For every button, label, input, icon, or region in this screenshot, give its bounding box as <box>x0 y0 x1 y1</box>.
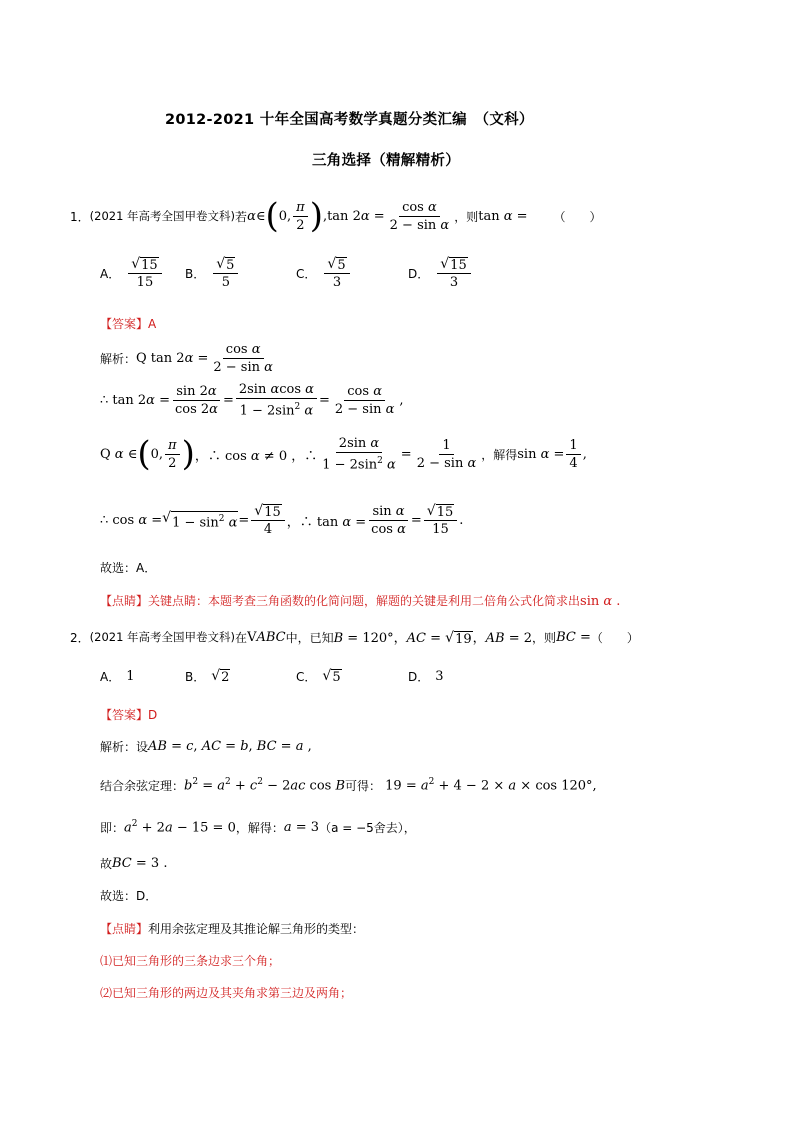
q1-jiede: ，解得 <box>481 447 518 462</box>
q2-option-d-value: 3 <box>435 669 444 684</box>
q1-therefore-1: ∴ tan 2α = <box>100 392 170 408</box>
q2-option-b-value: 2 <box>221 670 230 685</box>
q2-shequ: （a = −5舍去）， <box>319 820 416 835</box>
q1-answer <box>100 315 156 332</box>
q1-period: . <box>459 512 464 528</box>
q1-eq-3: = <box>400 446 412 462</box>
q1-lparen: ( <box>265 196 279 236</box>
page-title: 2012-2021 十年全国高考数学真题分类汇编 （文科） <box>165 112 534 128</box>
q1-analysis-label: 解析： <box>100 351 137 366</box>
q1-eq-2: = <box>318 392 330 408</box>
q1-interval-2: 0, <box>150 446 164 462</box>
q1-rparen-2: ) <box>181 434 195 474</box>
q2-guxuan: 故选：D． <box>100 889 158 903</box>
q1-option-a-den: 15 <box>136 275 154 290</box>
q1-alpha-in: α∈ <box>247 208 266 224</box>
q1-option-b[interactable] <box>185 256 240 291</box>
q2-quadratic: $a^2 + 2a - 15 = 0$ <box>124 818 236 836</box>
q1-frac-one: $\frac{1}{\text{2 − sin α}}$ <box>416 437 477 471</box>
q1-option-d-den: 3 <box>449 275 459 290</box>
q2-source: (2021 年高考全国甲卷文科) <box>89 630 236 644</box>
q2-option-d[interactable] <box>408 668 444 685</box>
q1-analysis-line-2 <box>100 380 404 420</box>
q2-option-b[interactable] <box>185 668 230 685</box>
q1-option-b-num: 5 <box>226 258 235 273</box>
q1-given-frac: $\frac{\text{cos α}}{\text{2 − sin α}}$ <box>389 199 450 233</box>
q1-dianjing-sina: sin α . <box>580 594 621 609</box>
q2-bc-result: BC = 3 . <box>112 855 168 871</box>
q2-stem-b: 中，已知 <box>285 630 334 645</box>
q1-option-d-label: D． <box>408 267 430 281</box>
q1-stem <box>70 196 602 236</box>
q2-option-c-value: 5 <box>332 670 341 685</box>
q1-option-c-frac: √ 5 3 <box>324 256 349 291</box>
q1-analysis-frac-1: $\frac{\text{cos α}}{\text{2 − sin α}}$ <box>213 341 273 375</box>
q2-option-d-label: D． <box>408 670 430 684</box>
q1-frac-result: √ 15 15 <box>424 503 457 538</box>
q1-source: (2021 年高考全国甲卷文科) <box>89 209 236 223</box>
q1-therefore-cos: ∴ cos α = <box>100 512 163 528</box>
q2-option-b-label: B． <box>185 670 206 684</box>
q2-given: B = 120°，AC = √ 19 ，AB = 2 <box>333 630 533 647</box>
q2-cos-rule-sub: $19 = a^2 + 4 - 2 \times a \times \cos 120^\circ$, <box>381 776 597 794</box>
q1-sina: sin α = <box>517 446 565 462</box>
q2-analysis-line-3 <box>100 817 416 837</box>
q2-set-vars: AB = c, AC = b, BC = a , <box>148 738 312 754</box>
q1-eq-1: = <box>222 392 234 408</box>
q2-gu: 故 <box>100 856 113 871</box>
q2-option-c-sqrt: √ 5 <box>322 668 341 685</box>
q1-option-d-frac: √ 15 3 <box>437 256 470 291</box>
q1-number: 1． <box>70 209 90 224</box>
q1-dianjing-text: 关键点睛：本题考查三角函数的化简问题，解题的关键是利用二倍角公式化简求出 <box>148 594 581 608</box>
q1-option-b-label: B． <box>185 267 206 281</box>
q2-cos-rule-a: 结合余弦定理： <box>100 778 185 793</box>
q1-frac-cos-val: √ 15 4 <box>251 503 284 538</box>
q1-option-b-den: 5 <box>221 275 230 290</box>
q1-option-b-frac: √ 5 5 <box>213 256 238 291</box>
q2-item-2: ⑵已知三角形的两边及其夹角求第三边及两角； <box>100 986 353 1000</box>
q1-option-a[interactable] <box>100 256 164 291</box>
q2-option-c[interactable] <box>296 668 342 685</box>
page-subtitle: 三角选择（精解精析） <box>312 153 460 169</box>
q1-ruo: 若 <box>235 209 248 224</box>
q1-then: ，则 <box>454 209 479 224</box>
q1-frac-double: $\frac{\text{2sin αcos α}}{1 - 2\sin^2 \alpha}$ <box>236 381 317 419</box>
q1-option-d[interactable] <box>408 256 473 291</box>
q1-pi-half-2: $\frac{\pi}{2}$ <box>165 437 180 472</box>
q1-analysis-line-1 <box>100 340 278 376</box>
q1-dianjing-tag: 【点睛】 <box>100 594 149 608</box>
q1-interval: 0, <box>278 208 292 224</box>
q2-jiede: ，解得： <box>235 820 284 835</box>
q2-option-a-label: A． <box>100 670 121 684</box>
q1-option-c-label: C． <box>296 267 317 281</box>
q1-frac-sin2a: $\frac{\sin 2\alpha}{\cos 2\alpha}$ <box>174 383 218 417</box>
q2-cos-rule-b: 可得： <box>345 778 382 793</box>
q2-triangle: VABC <box>247 629 286 645</box>
q1-option-a-frac: √ 15 15 <box>128 256 161 291</box>
q1-option-a-label: A． <box>100 267 121 281</box>
q1-analysis-line-3 <box>100 432 587 476</box>
q2-answer-value: D <box>148 708 158 722</box>
q1-cos-nonzero: ，∴ cos α ≠ 0 ，∴ <box>194 448 318 464</box>
q2-dianjing-tag: 【点睛】 <box>100 922 149 936</box>
q1-option-d-num: 15 <box>450 258 467 273</box>
q2-stem-a: 在 <box>235 630 248 645</box>
q2-answer-tag: 【答案】 <box>100 708 149 722</box>
q1-tan2a: ,tan 2α = <box>322 208 385 224</box>
q1-frac-2sina: $\frac{\text{2sin α}}{1 - 2\sin^2 \alpha}$ <box>322 435 396 473</box>
q2-stem <box>70 627 639 647</box>
q2-option-c-label: C． <box>296 670 317 684</box>
q1-comma-2: , <box>582 446 587 462</box>
q2-bc-eq: BC = <box>556 629 591 645</box>
q1-lparen-2: ( <box>137 434 151 474</box>
q2-answer <box>100 706 157 723</box>
q1-option-c[interactable] <box>296 256 352 291</box>
q1-analysis-line-4 <box>100 498 463 542</box>
q1-rparen: ) <box>309 196 323 236</box>
q1-because-1: Q tan 2α = <box>136 350 209 366</box>
q1-therefore-tan: ，∴ tan α = <box>286 514 367 530</box>
q2-ji: 即： <box>100 820 125 835</box>
q1-sqrt-1: √ $1 - \sin^2 \alpha$ <box>162 509 238 531</box>
q1-comma-1: , <box>399 392 404 408</box>
q2-option-a-value: 1 <box>126 669 135 684</box>
q1-because-2: Q α ∈ <box>100 446 138 462</box>
q1-answer-value: A <box>148 317 157 331</box>
q2-option-b-sqrt: √ 2 <box>211 668 230 685</box>
q2-stem-c: ，则 <box>532 630 557 645</box>
q2-analysis-label: 解析：设 <box>100 739 149 754</box>
q2-dianjing-text: 利用余弦定理及其推论解三角形的类型： <box>148 922 365 936</box>
q2-option-a[interactable] <box>100 668 135 685</box>
q2-dianjing <box>100 920 364 937</box>
q2-analysis-line-1 <box>100 736 312 756</box>
q1-frac-sin-cos: $\frac{\text{sin α}}{\text{cos α}}$ <box>371 503 406 537</box>
q1-frac-quarter: $\frac{1}{4}$ <box>566 437 580 472</box>
q2-blank: （ ） <box>590 630 639 645</box>
q1-eq-5: = <box>410 512 422 528</box>
q2-item-1: ⑴已知三角形的三条边求三个角； <box>100 954 281 968</box>
q1-blank: （ ） <box>553 209 602 224</box>
q1-option-c-den: 3 <box>332 275 342 290</box>
q1-answer-tag: 【答案】 <box>100 317 149 331</box>
q1-frac-given-2: $\frac{\text{cos α}}{\text{2 − sin α}}$ <box>334 383 395 417</box>
q1-pi-half: $\frac{\pi}{2}$ <box>293 199 308 234</box>
q2-number: 2． <box>70 630 90 645</box>
q2-analysis-line-2 <box>100 775 597 795</box>
q2-cos-rule-formula: $b^2 = a^2 + c^2 - 2ac$ cos B <box>184 776 346 794</box>
q1-tana: tan α = <box>478 208 528 224</box>
q1-dianjing <box>100 592 620 609</box>
q1-eq-4: = <box>238 512 250 528</box>
q2-a-eq-3: a = 3 <box>283 819 320 835</box>
q1-option-a-num: 15 <box>141 258 158 273</box>
q1-guxuan: 故选：A． <box>100 561 157 575</box>
q1-option-c-num: 5 <box>337 258 346 273</box>
q2-analysis-line-4 <box>100 853 167 873</box>
